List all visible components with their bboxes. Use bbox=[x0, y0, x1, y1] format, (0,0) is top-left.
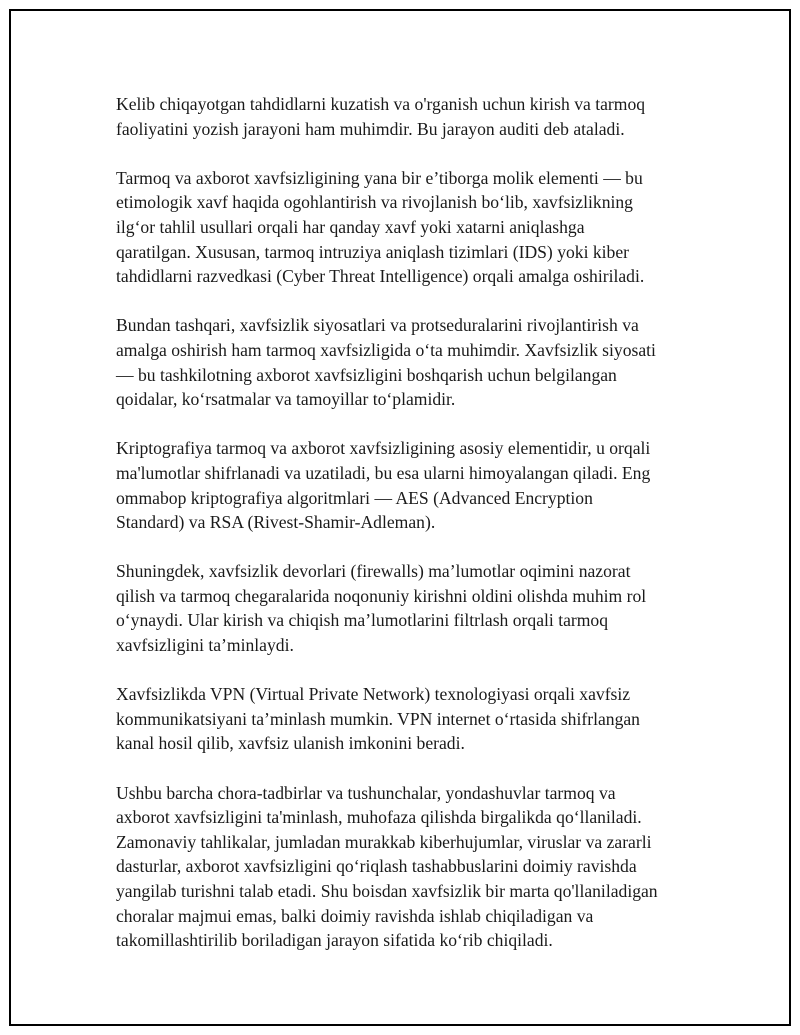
document-body bbox=[116, 92, 696, 977]
text-line: o‘ynaydi. Ular kirish va chiqish ma’lumotlarini filtrlash orqali tarmoq bbox=[116, 610, 609, 631]
text-line: Zamonaviy tahlikalar, jumladan murakkab kiberhujumlar, viruslar va zararli bbox=[116, 831, 652, 852]
text-line: Xavfsizlikda VPN (Virtual Private Network) texnologiyasi orqali xavfsiz bbox=[116, 684, 631, 705]
text-line: yangilab turishni talab etadi. Shu boisdan xavfsizlik bir marta qo'llaniladigan bbox=[116, 881, 658, 901]
paragraph-vpn bbox=[116, 682, 696, 756]
text-line: qoidalar, ko‘rsatmalar va tamoyillar to‘plamidir. bbox=[116, 389, 456, 410]
text-line: Kelib chiqayotgan tahdidlarni kuzatish va o'rganish uchun kirish va tarmoq bbox=[116, 94, 646, 114]
text-line: Ushbu barcha chora-tadbirlar va tushunchalar, yondashuvlar tarmoq va bbox=[116, 782, 616, 803]
text-line: amalga oshirish ham tarmoq xavfsizligida o‘ta muhimdir. Xavfsizlik siyosati bbox=[116, 339, 656, 360]
paragraph-audit bbox=[116, 92, 696, 141]
text-line: ilg‘or tahlil usullari orqali har qanday xavf yoki xatarni aniqlashga bbox=[116, 216, 585, 237]
text-line: Kriptografiya tarmoq va axborot xavfsizligining asosiy elementidir, u orqali bbox=[116, 438, 651, 459]
paragraph-security-policy bbox=[116, 313, 696, 411]
text-line: takomillashtirilib boriladigan jarayon sifatida ko‘rib chiqiladi. bbox=[116, 930, 553, 951]
text-line: etimologik xavf haqida ogohlantirish va rivojlanish bo‘lib, xavfsizlikning bbox=[116, 192, 633, 213]
text-line: kanal hosil qilib, xavfsiz ulanish imkonini beradi. bbox=[116, 733, 465, 754]
paragraph-cryptography bbox=[116, 436, 696, 534]
text-line: choralar majmui emas, balki doimiy ravishda ishlab chiqiladigan va bbox=[116, 905, 594, 926]
text-line: faoliyatini yozish jarayoni ham muhimdir. Bu jarayon auditi deb ataladi. bbox=[116, 118, 625, 139]
text-line: tahdidlarni razvedkasi (Cyber Threat Intelligence) orqali amalga oshiriladi. bbox=[116, 266, 645, 287]
text-line: ommabop kriptografiya algoritmlari — AES (Advanced Encryption bbox=[116, 487, 593, 508]
text-line: xavfsizligini ta’minlaydi. bbox=[116, 635, 294, 656]
text-line: — bu tashkilotning axborot xavfsizligini boshqarish uchun belgilangan bbox=[116, 364, 617, 385]
paragraph-firewalls bbox=[116, 559, 696, 657]
text-line: qaratilgan. Xususan, tarmoq intruziya aniqlash tizimlari (IDS) yoki kiber bbox=[116, 241, 630, 262]
text-line: qilish va tarmoq chegaralarida noqonuniy kirishni oldini olishda muhim rol bbox=[116, 585, 647, 606]
text-line: Standard) va RSA (Rivest-Shamir-Adleman). bbox=[116, 512, 436, 533]
text-line: dasturlar, axborot xavfsizligini qo‘riqlash tashabbuslarini doimiy ravishda bbox=[116, 856, 637, 877]
text-line: Bundan tashqari, xavfsizlik siyosatlari va protseduralarini rivojlantirish va bbox=[116, 315, 639, 336]
text-line: kommunikatsiyani ta’minlash mumkin. VPN internet o‘rtasida shifrlangan bbox=[116, 708, 640, 729]
text-line: axborot xavfsizligini ta'minlash, muhofaza qilishda birgalikda qo‘llaniladi. bbox=[116, 807, 642, 828]
text-line: Shuningdek, xavfsizlik devorlari (firewalls) ma’lumotlar oqimini nazorat bbox=[116, 561, 631, 582]
paragraph-conclusion bbox=[116, 781, 696, 953]
text-line: ma'lumotlar shifrlanadi va uzatiladi, bu esa ularni himoyalangan qiladi. Eng bbox=[116, 462, 651, 483]
paragraph-threat-intelligence bbox=[116, 166, 696, 289]
text-line: Tarmoq va axborot xavfsizligining yana bir e’tiborga molik elementi — bu bbox=[116, 167, 643, 188]
